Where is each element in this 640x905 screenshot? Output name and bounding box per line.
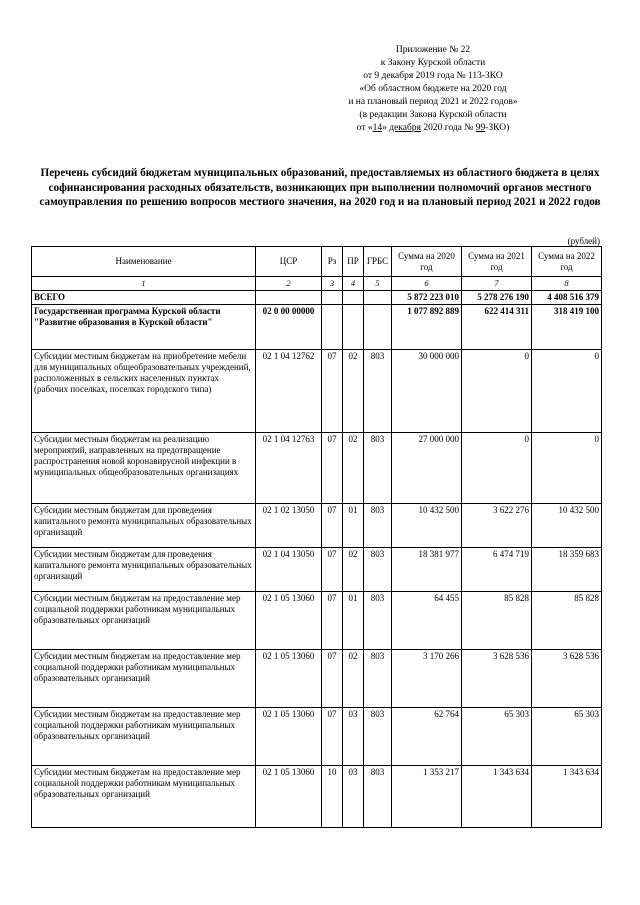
total-csr (256, 291, 322, 305)
amendment-month: декабря (389, 123, 421, 133)
col-number: 4 (343, 277, 364, 291)
header-sum-2021: Сумма на 2021 год (462, 247, 532, 277)
row-csr: 02 1 05 13060 (256, 766, 322, 828)
row-grbs: 803 (364, 650, 392, 708)
row-name: Субсидии местным бюджетам на предоставление мер социальной поддержки работникам муниципальных образовательных организаций (32, 766, 256, 828)
col-number: 1 (32, 277, 256, 291)
appendix-line: и на плановый период 2021 и 2022 годов» (348, 97, 518, 107)
amendment-prefix: от « (356, 123, 373, 133)
row-sum-2020: 18 381 977 (392, 548, 462, 592)
row-name: Субсидии местным бюджетам для проведения капитального ремонта муниципальных образовательных организаций (32, 504, 256, 548)
row-grbs: 803 (364, 350, 392, 433)
header-name: Наименование (32, 247, 256, 277)
total-sum-2022: 4 408 516 379 (532, 291, 602, 305)
row-sum-2021: 6 474 719 (462, 548, 532, 592)
table-row (32, 305, 602, 350)
row-sum-2021: 0 (462, 433, 532, 504)
table-row (32, 433, 602, 504)
column-number-row (32, 277, 602, 291)
row-sum-2020: 1 353 217 (392, 766, 462, 828)
table-row (32, 548, 602, 592)
total-rz (322, 291, 343, 305)
row-name: Субсидии местным бюджетам на реализацию мероприятий, направленных на предотвращение распространения новой коронавирусной инфекции в муниципальных общеобразовательных организациях (32, 433, 256, 504)
row-sum-2021: 3 628 536 (462, 650, 532, 708)
row-grbs: 803 (364, 433, 392, 504)
header-pr: ПР (343, 247, 364, 277)
total-row (32, 291, 602, 305)
header-csr: ЦСР (256, 247, 322, 277)
row-grbs (364, 305, 392, 350)
row-sum-2021: 85 828 (462, 592, 532, 650)
row-grbs: 803 (364, 766, 392, 828)
row-rz: 07 (322, 350, 343, 433)
row-csr: 02 1 04 12763 (256, 433, 322, 504)
col-number: 3 (322, 277, 343, 291)
total-sum-2020: 5 872 223 010 (392, 291, 462, 305)
header-sum-2022: Сумма на 2022 год (532, 247, 602, 277)
row-sum-2022: 10 432 500 (532, 504, 602, 548)
row-sum-2021: 65 303 (462, 708, 532, 766)
row-sum-2021: 622 414 311 (462, 305, 532, 350)
header-sum-2020: Сумма на 2020 год (392, 247, 462, 277)
row-pr: 02 (343, 650, 364, 708)
row-csr: 02 0 00 00000 (256, 305, 322, 350)
row-name: Государственная программа Курской области "Развитие образования в Курской области" (32, 305, 256, 350)
table-row (32, 350, 602, 433)
subsidies-table (31, 246, 602, 828)
table-row (32, 708, 602, 766)
row-grbs: 803 (364, 504, 392, 548)
appendix-line: от 9 декабря 2019 года № 113-ЗКО (363, 71, 503, 81)
document-title: Перечень субсидий бюджетам муниципальных образований, предоставляемых из областного бюджета в целях софинансирования расходных обязательств, возникающих при выполнении полномочий органов местного самоуправления по решению вопросов местного значения, на 2020 год и на плановый период 2021 и 2022 годов (39, 167, 601, 208)
row-rz: 07 (322, 650, 343, 708)
row-sum-2020: 3 170 266 (392, 650, 462, 708)
table-row (32, 766, 602, 828)
row-rz: 07 (322, 433, 343, 504)
row-csr: 02 1 05 13060 (256, 592, 322, 650)
amendment-mid2: 2020 года № (420, 123, 476, 133)
row-csr: 02 1 02 13050 (256, 504, 322, 548)
row-name: Субсидии местным бюджетам на приобретение мебели для муниципальных общеобразовательных учреждений, расположенных в сельских населенных пунктах (рабочих поселках, поселках городского типа) (32, 350, 256, 433)
appendix-line-amendment (308, 122, 558, 135)
row-name: Субсидии местным бюджетам на предоставление мер социальной поддержки работникам муниципальных образовательных организаций (32, 650, 256, 708)
appendix-line: к Закону Курской области (380, 58, 486, 68)
row-name: Субсидии местным бюджетам для проведения капитального ремонта муниципальных образовательных организаций (32, 548, 256, 592)
row-sum-2022: 65 303 (532, 708, 602, 766)
col-number: 6 (392, 277, 462, 291)
total-label: ВСЕГО (32, 291, 256, 305)
row-sum-2022: 0 (532, 350, 602, 433)
row-rz: 07 (322, 504, 343, 548)
row-rz: 07 (322, 592, 343, 650)
row-name: Субсидии местным бюджетам на предоставление мер социальной поддержки работникам муниципальных образовательных организаций (32, 708, 256, 766)
units-label: (рублей) (567, 236, 600, 246)
row-sum-2021: 0 (462, 350, 532, 433)
amendment-number: 99 (475, 123, 486, 133)
row-sum-2020: 30 000 000 (392, 350, 462, 433)
row-sum-2020: 27 000 000 (392, 433, 462, 504)
row-csr: 02 1 04 13050 (256, 548, 322, 592)
col-number: 2 (256, 277, 322, 291)
row-sum-2022: 1 343 634 (532, 766, 602, 828)
total-grbs (364, 291, 392, 305)
row-sum-2022: 3 628 536 (532, 650, 602, 708)
row-name: Субсидии местным бюджетам на предоставление мер социальной поддержки работникам муниципальных образовательных организаций (32, 592, 256, 650)
amendment-suffix: -ЗКО) (485, 123, 510, 133)
amendment-mid1: » (382, 123, 390, 133)
row-pr: 02 (343, 433, 364, 504)
header-row (32, 247, 602, 277)
row-sum-2022: 318 419 100 (532, 305, 602, 350)
header-grbs: ГРБС (364, 247, 392, 277)
row-sum-2021: 1 343 634 (462, 766, 532, 828)
row-csr: 02 1 05 13060 (256, 708, 322, 766)
header-rz: Рз (322, 247, 343, 277)
row-sum-2020: 1 077 892 889 (392, 305, 462, 350)
row-pr: 01 (343, 504, 364, 548)
row-sum-2022: 18 359 683 (532, 548, 602, 592)
row-rz: 07 (322, 548, 343, 592)
appendix-line: (в редакции Закона Курской области (359, 110, 507, 120)
row-rz: 10 (322, 766, 343, 828)
row-csr: 02 1 04 12762 (256, 350, 322, 433)
appendix-header (308, 44, 558, 135)
col-number: 8 (532, 277, 602, 291)
row-pr: 01 (343, 592, 364, 650)
table-row (32, 650, 602, 708)
row-sum-2022: 0 (532, 433, 602, 504)
row-sum-2020: 10 432 500 (392, 504, 462, 548)
row-grbs: 803 (364, 548, 392, 592)
row-sum-2022: 85 828 (532, 592, 602, 650)
amendment-day: 14 (372, 123, 383, 133)
row-rz: 07 (322, 708, 343, 766)
col-number: 5 (364, 277, 392, 291)
table-row (32, 504, 602, 548)
row-grbs: 803 (364, 708, 392, 766)
row-sum-2020: 62 764 (392, 708, 462, 766)
row-pr (343, 305, 364, 350)
row-pr: 02 (343, 350, 364, 433)
row-sum-2021: 3 622 276 (462, 504, 532, 548)
row-sum-2020: 64 455 (392, 592, 462, 650)
appendix-line: Приложение № 22 (395, 45, 471, 55)
appendix-line: «Об областном бюджете на 2020 год (359, 84, 507, 94)
row-grbs: 803 (364, 592, 392, 650)
row-pr: 03 (343, 766, 364, 828)
row-rz (322, 305, 343, 350)
row-csr: 02 1 05 13060 (256, 650, 322, 708)
table-row (32, 592, 602, 650)
row-pr: 02 (343, 548, 364, 592)
total-pr (343, 291, 364, 305)
col-number: 7 (462, 277, 532, 291)
total-sum-2021: 5 278 276 190 (462, 291, 532, 305)
row-pr: 03 (343, 708, 364, 766)
